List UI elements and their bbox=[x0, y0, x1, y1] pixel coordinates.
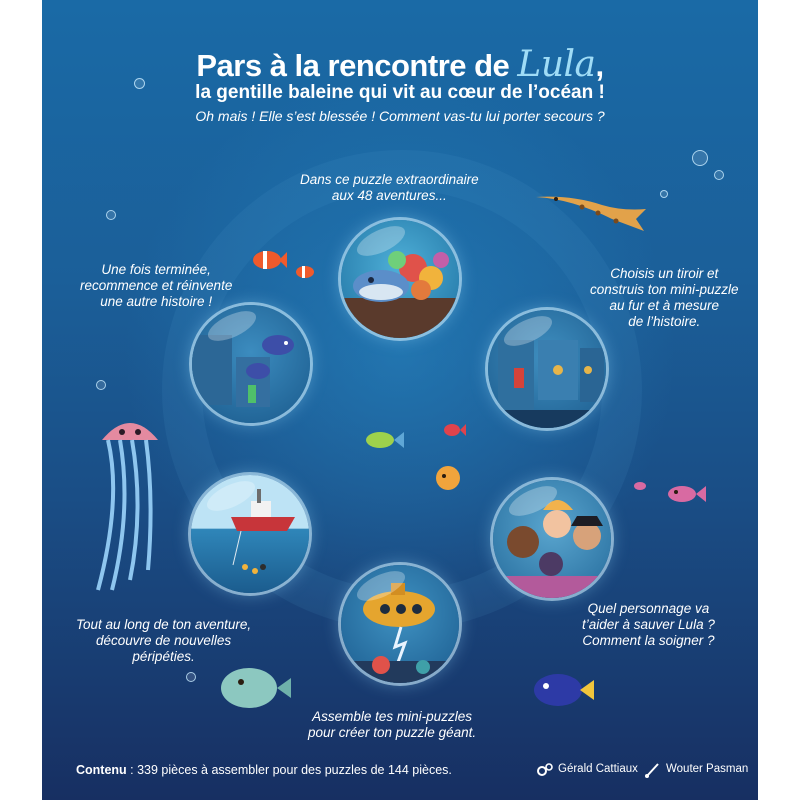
credit-author: Gérald Cattiaux bbox=[558, 763, 638, 775]
air-bubble bbox=[186, 672, 196, 682]
caption-line: péripéties. bbox=[132, 649, 195, 664]
title-prefix: Pars à la rencontre de bbox=[196, 48, 510, 83]
air-bubble bbox=[106, 210, 116, 220]
bubble-characters bbox=[493, 480, 611, 598]
air-bubble bbox=[692, 150, 708, 166]
bubble-boat bbox=[191, 475, 309, 593]
bubble-whale-coral bbox=[341, 220, 459, 338]
caption-line: de l’histoire. bbox=[628, 314, 701, 329]
brand-name-lula: Lula bbox=[517, 44, 596, 85]
whale-coral-illustration bbox=[341, 220, 459, 338]
brush-icon bbox=[644, 762, 660, 778]
caption-top-left bbox=[80, 262, 232, 310]
small-fish-group-icon bbox=[360, 418, 490, 498]
caption-line: Tout au long de ton aventure, bbox=[76, 617, 252, 632]
caption-bottom-right bbox=[582, 601, 715, 649]
bubble-drawers-fish bbox=[192, 305, 310, 423]
caption-line: au fur et à mesure bbox=[609, 298, 720, 313]
pink-fish-icon bbox=[632, 474, 712, 514]
caption-line: Une fois terminée, bbox=[101, 262, 211, 277]
shark-icon bbox=[532, 185, 652, 245]
caption-bottom bbox=[308, 709, 476, 741]
blue-tang-fish-icon bbox=[528, 668, 618, 718]
footer-content bbox=[76, 763, 452, 777]
caption-line: Quel personnage va bbox=[587, 601, 710, 616]
jellyfish-icon bbox=[82, 410, 172, 600]
caption-line: construis ton mini-puzzle bbox=[590, 282, 739, 297]
caption-bottom-left bbox=[76, 617, 251, 665]
tagline: Oh mais ! Elle s’est blessée ! Comment vas-tu lui porter secours ? bbox=[195, 108, 605, 124]
caption-line: aux 48 aventures... bbox=[331, 188, 447, 203]
caption-line: Comment la soigner ? bbox=[582, 633, 715, 648]
submarine-illustration bbox=[341, 565, 459, 683]
pufferfish-icon bbox=[217, 660, 297, 720]
content-label: Contenu bbox=[76, 763, 127, 777]
air-bubble bbox=[96, 380, 106, 390]
main-title bbox=[42, 44, 758, 85]
air-bubble bbox=[134, 78, 145, 89]
boat-illustration bbox=[191, 475, 309, 593]
subtitle: la gentille baleine qui vit au cœur de l’océan ! bbox=[195, 82, 605, 103]
bubble-submarine bbox=[341, 565, 459, 683]
gears-icon bbox=[536, 762, 554, 778]
caption-line: recommence et réinvente bbox=[80, 278, 233, 293]
air-bubble bbox=[714, 170, 724, 180]
puzzle-box-panel bbox=[42, 0, 758, 800]
content-text: : 339 pièces à assembler pour des puzzles de 144 pièces. bbox=[126, 763, 452, 777]
drawers-illustration bbox=[488, 310, 606, 428]
caption-line: Assemble tes mini-puzzles bbox=[312, 709, 472, 724]
caption-top bbox=[300, 172, 479, 204]
credit-illustrator: Wouter Pasman bbox=[666, 763, 749, 775]
caption-top-right bbox=[590, 266, 739, 330]
title-suffix: , bbox=[595, 48, 604, 83]
clownfish-icon bbox=[247, 244, 327, 284]
caption-line: Choisis un tiroir et bbox=[610, 266, 719, 281]
characters-illustration bbox=[493, 480, 611, 598]
bubble-drawers bbox=[488, 310, 606, 428]
caption-line: pour créer ton puzzle géant. bbox=[308, 725, 477, 740]
caption-line: découvre de nouvelles bbox=[96, 633, 232, 648]
air-bubble bbox=[660, 190, 668, 198]
caption-line: t’aider à sauver Lula ? bbox=[582, 617, 715, 632]
caption-line: une autre histoire ! bbox=[100, 294, 213, 309]
caption-line: Dans ce puzzle extraordinaire bbox=[300, 172, 479, 187]
drawers-fish-illustration bbox=[192, 305, 310, 423]
